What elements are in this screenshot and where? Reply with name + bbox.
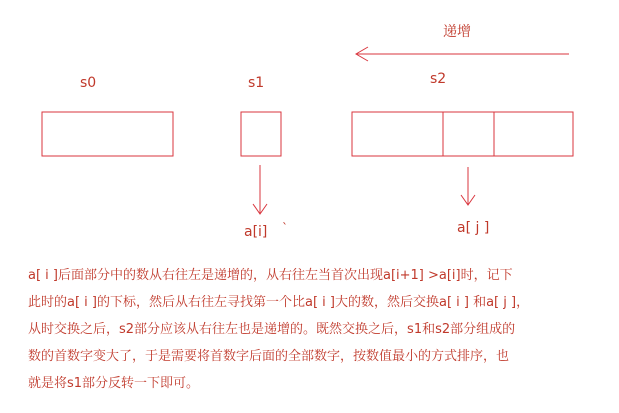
arrow-to-a-j [461,167,475,205]
s2-label: s2 [430,71,447,87]
s1-box [241,112,281,156]
s0-box [42,112,173,156]
increasing-label: 递增 [443,24,471,40]
explanation-text [28,262,593,397]
explanation-line-1: a[ i ]后面部分中的数从右往左是递增的，从右往左当首次出现a[i+1] >a[i]时，记下 [28,268,513,283]
explanation-line-3: 从时交换之后，s2部分应该从右往左也是递增的。既然交换之后，s1和s2部分组成的 [28,322,516,337]
s2-box [352,112,573,156]
a-i-label: a[i] [244,224,268,240]
tick-mark: ` [282,221,288,235]
s1-label: s1 [248,75,265,91]
explanation-line-5: 就是将s1部分反转一下即可。 [28,376,200,391]
increasing-arrow [356,47,569,61]
a-j-label: a[ j ] [457,220,490,236]
explanation-line-2: 此时的a[ i ]的下标，然后从右往左寻找第一个比a[ i ]大的数，然后交换a[ i ] 和a[ j ]， [28,295,530,310]
arrow-to-a-i [253,165,267,214]
s0-label: s0 [80,75,97,91]
explanation-line-4: 数的首数字变大了，于是需要将首数字后面的全部数字，按数值最小的方式排序，也 [28,349,510,364]
